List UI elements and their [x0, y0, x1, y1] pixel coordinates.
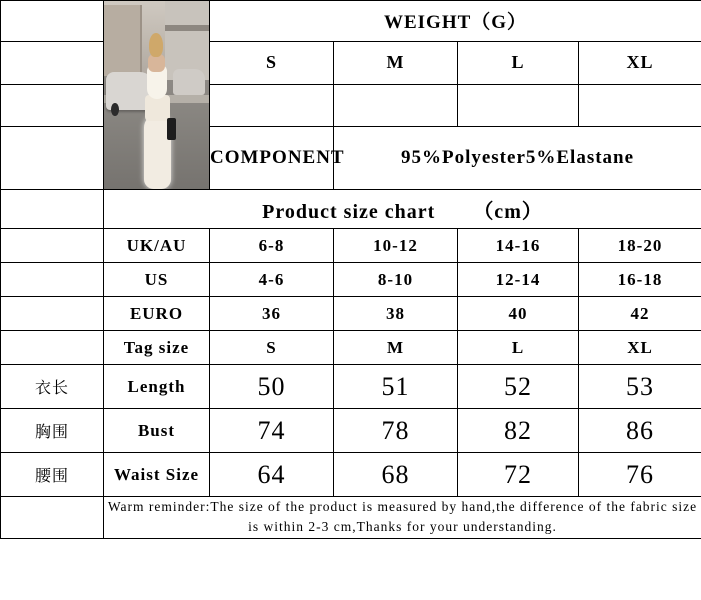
chart-title-cell [104, 190, 701, 229]
empty-cell [1, 497, 104, 539]
product-photo [104, 1, 209, 189]
weight-value-xl [579, 84, 701, 127]
us-value-m: 8-10 [334, 263, 458, 297]
table-row [1, 497, 701, 539]
us-value-l: 12-14 [458, 263, 579, 297]
weight-value-m [334, 84, 458, 127]
ukau-value-m: 10-12 [334, 229, 458, 263]
weight-size-header-l: L [458, 41, 579, 84]
weight-size-header-s: S [210, 41, 334, 84]
row-cn-label-length: 衣长 [1, 365, 104, 409]
length-value-xl: 53 [579, 365, 701, 409]
waist-value-l: 72 [458, 453, 579, 497]
weight-value-s [210, 84, 334, 127]
tagsize-value-s: S [210, 331, 334, 365]
us-value-xl: 16-18 [579, 263, 701, 297]
table-row [1, 331, 701, 365]
weight-size-header-xl: XL [579, 41, 701, 84]
length-value-s: 50 [210, 365, 334, 409]
empty-cell [1, 190, 104, 229]
row-label-euro: EURO [104, 297, 210, 331]
ukau-value-l: 14-16 [458, 229, 579, 263]
table-row [1, 453, 701, 497]
euro-value-m: 38 [334, 297, 458, 331]
bust-value-m: 78 [334, 409, 458, 453]
photo-handbag [167, 118, 176, 141]
table-row [1, 229, 701, 263]
row-cn-label-waist: 腰围 [1, 453, 104, 497]
row-cn-label-ukau [1, 229, 104, 263]
us-value-s: 4-6 [210, 263, 334, 297]
euro-value-xl: 42 [579, 297, 701, 331]
table-row [1, 365, 701, 409]
length-value-m: 51 [334, 365, 458, 409]
empty-cell [1, 1, 104, 42]
weight-title: WEIGHT（G） [210, 1, 701, 42]
table-row [1, 297, 701, 331]
empty-cell [1, 41, 104, 84]
empty-cell [1, 127, 104, 190]
table-row [1, 190, 701, 229]
warm-reminder-note: Warm reminder:The size of the product is measured by hand,the difference of the fabric size is within 2-3 cm,Thanks for your understanding. [104, 497, 701, 539]
tagsize-value-l: L [458, 331, 579, 365]
waist-value-s: 64 [210, 453, 334, 497]
weight-value-l [458, 84, 579, 127]
euro-value-s: 36 [210, 297, 334, 331]
bust-value-s: 74 [210, 409, 334, 453]
photo-car-right [173, 69, 205, 95]
bust-value-l: 82 [458, 409, 579, 453]
product-image-cell [104, 1, 210, 190]
row-label-us: US [104, 263, 210, 297]
weight-size-header-m: M [334, 41, 458, 84]
row-label-waist: Waist Size [104, 453, 210, 497]
row-cn-label-bust: 胸围 [1, 409, 104, 453]
chart-unit-text: （cm） [473, 200, 543, 223]
row-cn-label-us [1, 263, 104, 297]
ukau-value-s: 6-8 [210, 229, 334, 263]
euro-value-l: 40 [458, 297, 579, 331]
row-label-bust: Bust [104, 409, 210, 453]
bust-value-xl: 86 [579, 409, 701, 453]
length-value-l: 52 [458, 365, 579, 409]
row-cn-label-euro [1, 297, 104, 331]
waist-value-m: 68 [334, 453, 458, 497]
photo-model-shorts [145, 95, 170, 121]
table-row [1, 263, 701, 297]
table-row [1, 1, 701, 42]
empty-cell [1, 84, 104, 127]
row-cn-label-tagsize [1, 331, 104, 365]
chart-title-text: Product size chart [262, 200, 436, 223]
waist-value-xl: 76 [579, 453, 701, 497]
photo-building-left [104, 5, 142, 76]
table-row [1, 409, 701, 453]
tagsize-value-m: M [334, 331, 458, 365]
photo-model-head [149, 33, 163, 57]
row-label-tagsize: Tag size [104, 331, 210, 365]
ukau-value-xl: 18-20 [579, 229, 701, 263]
component-value: 95%Polyester5%Elastane [334, 127, 701, 190]
component-label: COMPONENT [210, 127, 334, 190]
tagsize-value-xl: XL [579, 331, 701, 365]
row-label-length: Length [104, 365, 210, 409]
row-label-ukau: UK/AU [104, 229, 210, 263]
